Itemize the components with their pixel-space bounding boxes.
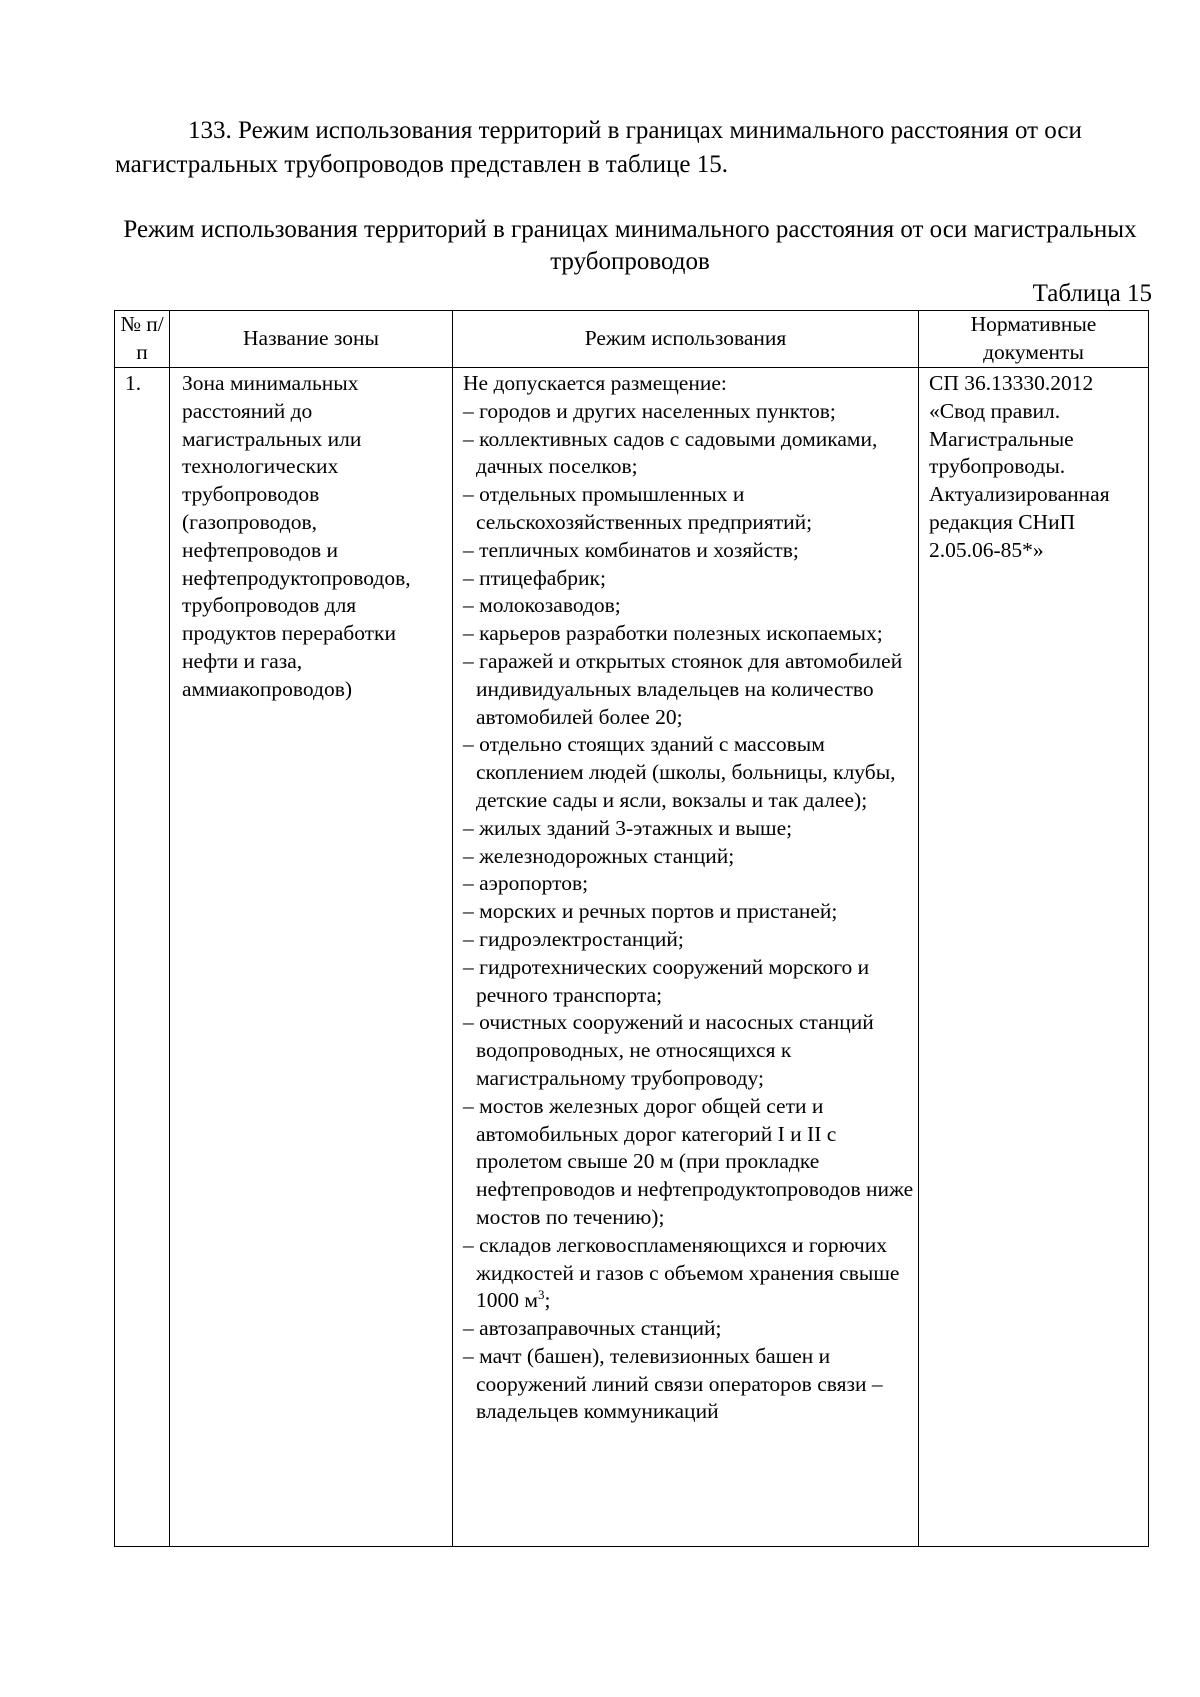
regime-item: – городов и других населенных пунктов; [463, 398, 836, 423]
storage-superscript: 3 [537, 1287, 545, 1303]
header-zone: Название зоны [170, 311, 453, 368]
table-caption: Режим использования территорий в границах минимального расстояния от оси магистральных трубопроводов [123, 216, 1137, 275]
regime-item: – жилых зданий 3-этажных и выше; [463, 815, 793, 840]
header-docs: Нормативные документы [919, 311, 1149, 368]
table-number-label: Таблица 15 [1032, 280, 1152, 307]
regime-item: – очистных сооружений и насосных станций водопроводных, не относящихся к магистральному трубопроводу; [463, 1010, 874, 1090]
regime-item: – железнодорожных станций; [463, 843, 735, 868]
cell-regime [453, 368, 919, 1547]
regime-item: – гидроэлектростанций; [463, 926, 684, 951]
regime-item: – птицефабрик; [463, 565, 606, 590]
storage-text: – складов легковоспламеняющихся и горючих жидкостей и газов с объемом хранения свыше 1000 м [463, 1232, 900, 1313]
regime-item: – гаражей и открытых стоянок для автомобилей индивидуальных владельцев на количество автомобилей более 20; [463, 648, 903, 729]
regime-item: – коллективных садов с садовыми домиками, дачных поселков; [463, 426, 878, 479]
table-header-row [115, 311, 1149, 368]
regime-item: – морских и речных портов и пристаней; [463, 899, 838, 924]
regime-item: – тепличных комбинатов и хозяйств; [463, 537, 799, 562]
regime-item: – отдельных промышленных и сельскохозяйственных предприятий; [463, 482, 813, 534]
header-regime: Режим использования [453, 311, 919, 368]
regime-item: – карьеров разработки полезных ископаемых; [463, 621, 883, 646]
regime-item: – аэропортов; [463, 871, 589, 896]
regime-item: – молокозаводов; [463, 593, 621, 618]
regime-item: – отдельно стоящих зданий с массовым скоплением людей (школы, больницы, клубы, детские сады и ясли, вокзалы и так далее); [463, 732, 896, 812]
regime-table [114, 310, 1149, 1547]
cell-docs: СП 36.13330.2012 «Свод правил. Магистральные трубопроводы. Актуализированная редакция СНиП 2.05.06-85*» [919, 368, 1149, 1547]
regime-item-storage [463, 1232, 914, 1315]
regime-item: – мостов железных дорог общей сети и автомобильных дорог категорий I и II с пролетом свыше 20 м (при прокладке нефтепроводов и нефтепродуктопроводов ниже мостов по течению); [463, 1093, 914, 1229]
header-num: № п/п [115, 311, 170, 368]
regime-item: – гидротехнических сооружений морского и речного транспорта; [463, 954, 870, 1007]
storage-end: ; [544, 1288, 551, 1313]
regime-item: – автозаправочных станций; [463, 1316, 722, 1341]
cell-num: 1. [115, 368, 170, 1547]
intro-paragraph: 133. Режим использования территорий в границах минимального расстояния от оси магистральных трубопроводов представлен в таблице 15. [115, 117, 1082, 178]
regime-lead: Не допускается размещение: [463, 371, 727, 395]
table-row [115, 368, 1149, 1547]
regime-item: – мачт (башен), телевизионных башен и сооружений линий связи операторов связи – владельцев коммуникаций [463, 1343, 883, 1424]
cell-zone: Зона минимальных расстояний до магистральных или технологических трубопроводов (газопроводов, нефтепроводов и нефтепродуктопроводов, трубопроводов для продуктов переработки нефти и газа, аммиакопроводов) [170, 368, 453, 1547]
